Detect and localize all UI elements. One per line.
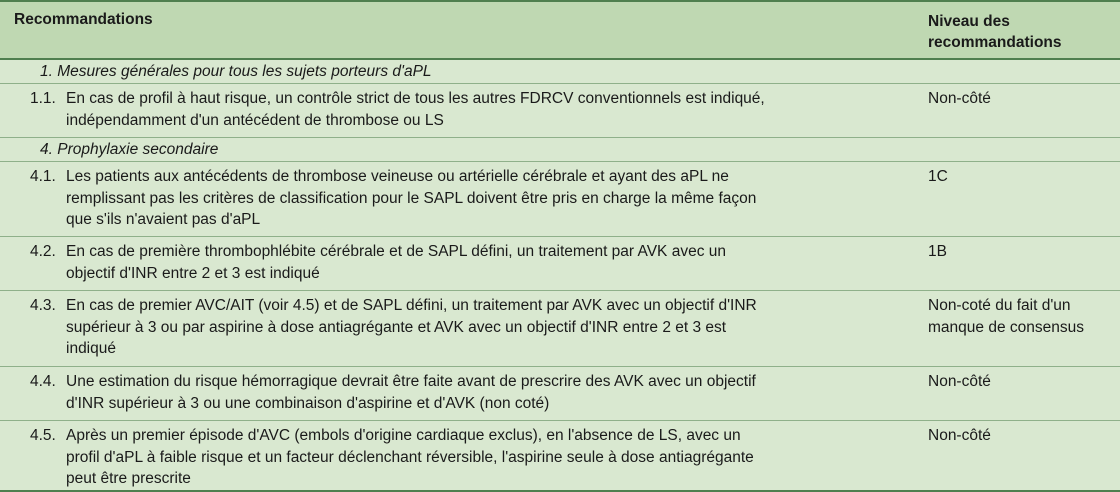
row-number: 4.1.: [30, 168, 56, 185]
row-text-line: Les patients aux antécédents de thrombose veineuse ou artérielle cérébrale et ayant des aPL ne: [66, 168, 729, 185]
table-row: [0, 367, 1120, 421]
row-text-line: peut être prescrite: [66, 470, 191, 487]
row-text-line: Après un premier épisode d'AVC (embols d'origine cardiaque exclus), en l'absence de LS, avec un: [66, 427, 741, 444]
row-text-line: En cas de premier AVC/AIT (voir 4.5) et de SAPL défini, un traitement par AVK avec un objectif d'INR: [66, 297, 757, 314]
header-recommandations: Recommandations: [14, 11, 153, 28]
header-niveau: [928, 11, 1108, 53]
section-title: 4. Prophylaxie secondaire: [40, 141, 219, 158]
row-text-line: profil d'aPL à faible risque et un facteur déclenchant réversible, l'aspirine seule à dose antiagrégante: [66, 448, 754, 466]
section-heading: [0, 60, 1120, 84]
row-text: [66, 425, 911, 490]
row-level-line: Non-côté: [928, 427, 991, 444]
section-heading: [0, 138, 1120, 162]
row-level-line: 1C: [928, 168, 948, 185]
row-level-line: Non-côté: [928, 373, 991, 390]
row-text-line: indépendamment d'un antécédent de thrombose ou LS: [66, 111, 444, 129]
row-number: 4.3.: [30, 297, 56, 314]
table-row: [0, 291, 1120, 367]
row-level-line: 1B: [928, 243, 947, 260]
row-text: [66, 371, 911, 414]
row-text-line: supérieur à 3 ou par aspirine à dose antiagrégante et AVK avec un objectif d'INR entre 2 et 3 est: [66, 318, 727, 336]
row-text: [66, 295, 911, 360]
row-level-line: Non-coté du fait d'un: [928, 297, 1071, 314]
table-row: [0, 162, 1120, 237]
row-level: [928, 166, 1116, 188]
row-text-line: que s'ils n'avaient pas d'aPL: [66, 211, 261, 228]
row-level-line: Non-côté: [928, 90, 991, 107]
row-level-line: manque de consensus: [928, 318, 1084, 336]
table-header: [0, 2, 1120, 60]
row-level: [928, 295, 1116, 338]
row-text-line: Une estimation du risque hémorragique devrait être faite avant de prescrire des AVK avec un objectif: [66, 373, 756, 390]
row-level: [928, 241, 1116, 263]
section-title: 1. Mesures générales pour tous les sujets porteurs d'aPL: [40, 63, 432, 80]
header-niveau-line-1: Niveau des: [928, 13, 1010, 30]
row-number: 1.1.: [30, 90, 56, 107]
row-text-line: d'INR supérieur à 3 ou une combinaison d'aspirine et d'AVK (non coté): [66, 394, 550, 412]
row-level: [928, 425, 1116, 447]
row-text-line: En cas de première thrombophlébite cérébrale et de SAPL défini, un traitement par AVK avec un: [66, 243, 726, 260]
row-number: 4.2.: [30, 243, 56, 260]
row-text-line: remplissant pas les critères de classification pour le SAPL doivent être pris en charge la même façon: [66, 189, 757, 207]
table-row: [0, 84, 1120, 138]
row-text: [66, 88, 911, 131]
row-text-line: En cas de profil à haut risque, un contrôle strict de tous les autres FDRCV conventionnels est indiqué,: [66, 90, 765, 107]
table-row: [0, 237, 1120, 291]
table-row: [0, 421, 1120, 492]
row-text-line: objectif d'INR entre 2 et 3 est indiqué: [66, 264, 320, 282]
row-number: 4.4.: [30, 373, 56, 390]
header-niveau-line-2: recommandations: [928, 34, 1062, 51]
row-text: [66, 241, 911, 284]
row-text: [66, 166, 911, 231]
row-number: 4.5.: [30, 427, 56, 444]
row-level: [928, 371, 1116, 393]
row-level: [928, 88, 1116, 110]
row-text-line: indiqué: [66, 340, 116, 357]
